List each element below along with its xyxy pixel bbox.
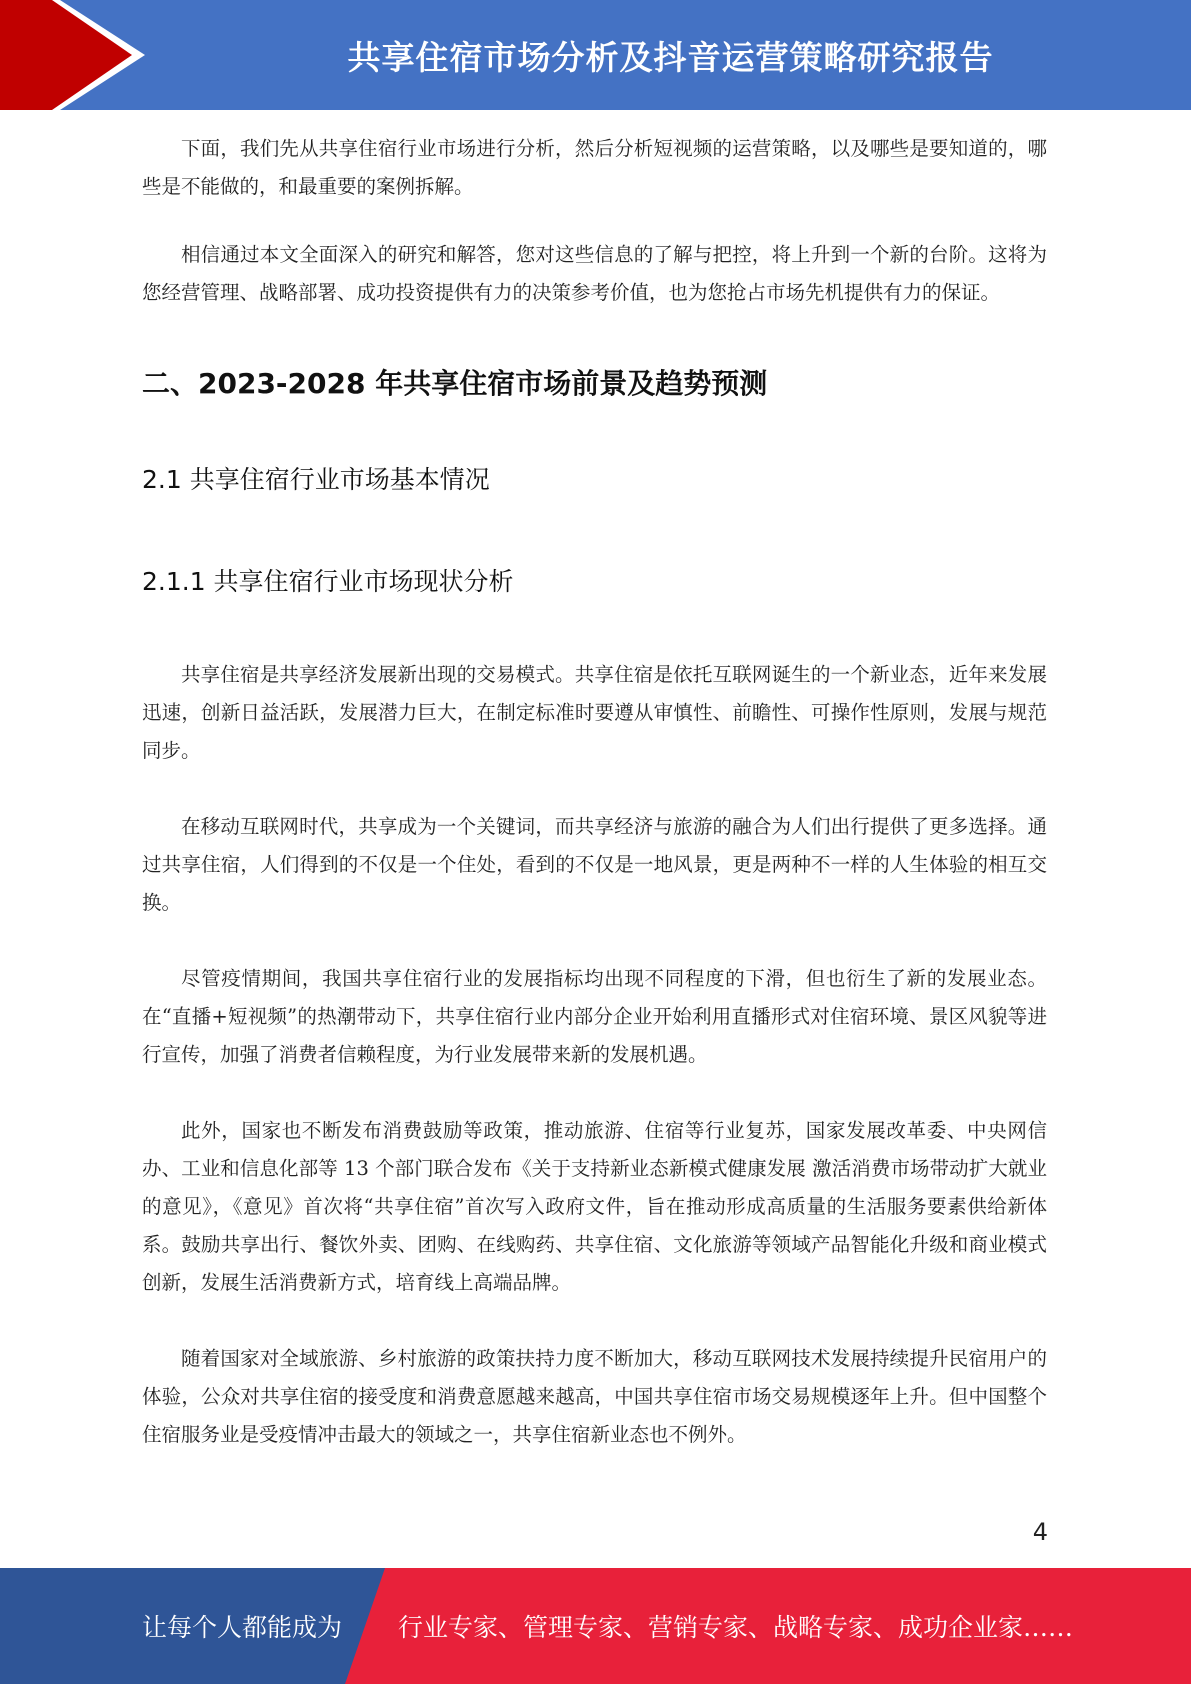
paragraph-definition: 共享住宿是共享经济发展新出现的交易模式。共享住宿是依托互联网诞生的一个新业态，近年来发展迅速，创新日益活跃，发展潜力巨大，在制定标准时要遵从审慎性、前瞻性、可操作性原则，发展与规范同步。 <box>142 663 1047 762</box>
paragraph-value: 相信通过本文全面深入的研究和解答，您对这些信息的了解与把控，将上升到一个新的台阶。这将为您经营管理、战略部署、成功投资提供有力的决策参考价值，也为您抢占市场先机提供有力的保证。 <box>142 243 1047 304</box>
paragraph-pandemic: 尽管疫情期间，我国共享住宿行业的发展指标均出现不同程度的下滑，但也衍生了新的发展业态。在“直播+短视频”的热潮带动下，共享住宿行业内部分企业开始利用直播形式对住宿环境、景区风貌等进行宣传，加强了消费者信赖程度，为行业发展带来新的发展机遇。 <box>142 967 1047 1066</box>
footer-slogan-right: 行业专家、管理专家、营销专家、战略专家、成功企业家…… <box>398 1613 1074 1642</box>
subsubsection-heading: 2.1.1 共享住宿行业市场现状分析 <box>142 567 514 596</box>
page-content <box>142 130 1047 1454</box>
subsection-heading: 2.1 共享住宿行业市场基本情况 <box>142 465 490 494</box>
page-number: 4 <box>1032 1518 1048 1546</box>
paragraph-policy: 此外，国家也不断发布消费鼓励等政策，推动旅游、住宿等行业复苏，国家发展改革委、中央网信办、工业和信息化部等 13 个部门联合发布《关于支持新业态新模式健康发展 激活消费市场带动扩大就业的意见》，《意见》首次将“共享住宿”首次写入政府文件，旨在推动形成高质量的生活服务要素供给新体系。鼓励共享出行、餐饮外卖、团购、在线购药、共享住宿、文化旅游等领域产品智能化升级和商业模式创新，发展生活消费新方式，培育线上高端品牌。 <box>142 1119 1047 1294</box>
report-title: 共享住宿市场分析及抖音运营策略研究报告 <box>347 37 994 77</box>
red-chevron-icon <box>0 0 160 110</box>
footer-slogan-left: 让每个人都能成为 <box>142 1613 343 1642</box>
paragraph-mobile-internet: 在移动互联网时代，共享成为一个关键词，而共享经济与旅游的融合为人们出行提供了更多选择。通过共享住宿，人们得到的不仅是一个住处，看到的不仅是一地风景，更是两种不一样的人生体验的相互交换。 <box>142 815 1047 914</box>
section-heading: 二、2023-2028 年共享住宿市场前景及趋势预测 <box>142 367 768 400</box>
paragraph-intro: 下面，我们先从共享住宿行业市场进行分析，然后分析短视频的运营策略，以及哪些是要知道的，哪些是不能做的，和最重要的案例拆解。 <box>142 137 1047 198</box>
paragraph-market-scale: 随着国家对全域旅游、乡村旅游的政策扶持力度不断加大，移动互联网技术发展持续提升民宿用户的体验，公众对共享住宿的接受度和消费意愿越来越高，中国共享住宿市场交易规模逐年上升。但中国整个住宿服务业是受疫情冲击最大的领域之一，共享住宿新业态也不例外。 <box>142 1347 1047 1446</box>
page-footer <box>0 1568 1191 1684</box>
page-header <box>0 0 1191 110</box>
